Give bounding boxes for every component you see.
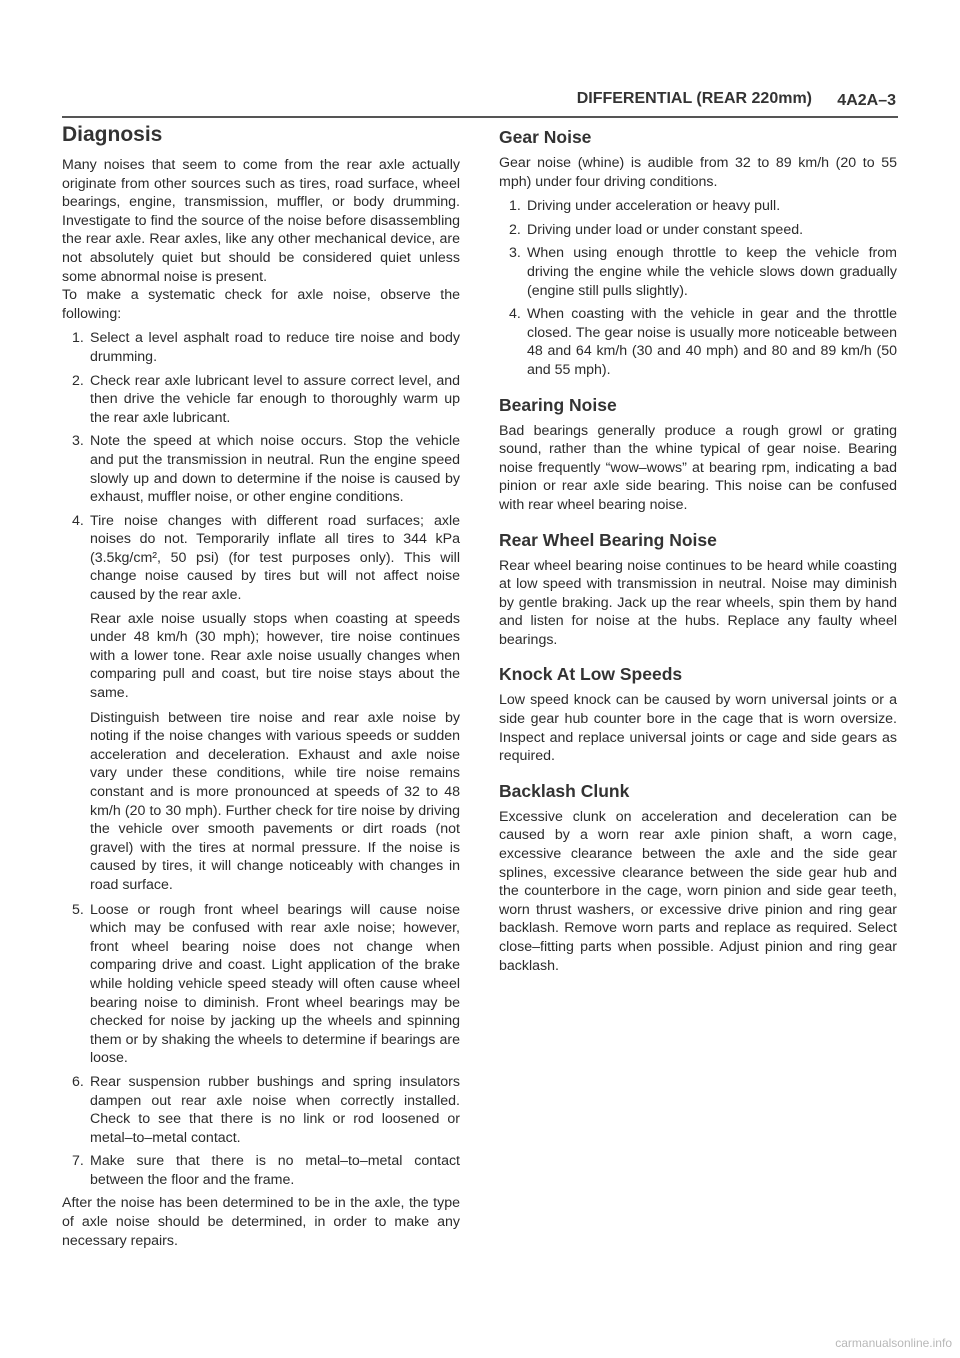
bearing-noise-heading: Bearing Noise <box>499 394 617 415</box>
diagnosis-intro: Many noises that seem to come from the rear axle actually originate from other sources such as tires, road surface, wheel bearings, engine, transmission, muffler, or body drumming. Investigate to find the source of the noise before disassembling the rear axle. Rear axles, like any other mechanical device, are not absolutely quiet but should be considered quiet unless some abnormal noise is present. <box>62 157 460 285</box>
step-4-continuation-1: Rear axle noise usually stops when coasting at speeds under 48 km/h (30 mph); however, tire noise continues with a lower tone. Rear axle noise usually changes when comparing pull and coast, but tire noise stays about the same. <box>90 610 460 702</box>
item-text: When coasting with the vehicle in gear and the throttle closed. The gear noise is usually more noticeable between 48 and 64 km/h (30 and 40 mph) and 80 and 89 km/h (50 and 55 mph). <box>527 306 897 378</box>
gear-noise-conditions <box>499 197 897 379</box>
backlash-text: Excessive clunk on acceleration and deceleration can be caused by a worn rear axle pinion shaft, a worn cage, excessive clearance between the axle and the side gear splines, excessive clearance between the side gear hub and the counterbore in the cage, worn pinion and side gear teeth, worn thrust washers, or excessive drive pinion and ring gear backlash. Remove worn parts and replace as required. Select close–fitting parts when possible. Adjust pinion and ring gear backlash. <box>499 808 897 974</box>
step-number: 3. <box>72 433 84 450</box>
step-text: Loose or rough front wheel bearings will cause noise which may be confused with rear axle noise; however, front wheel bearing noise does not change when comparing drive and coast. Light application of the brake while holding vehicle speed steady will often cause wheel bearing noise to diminish. Front wheel bearings may be checked for noise by jacking up the wheels and spinning them or by shaking the wheels to determine if bearings are loose. <box>90 901 460 1067</box>
diagnosis-steps <box>62 329 460 604</box>
step-text: Rear suspension rubber bushings and spring insulators dampen out rear axle noise when correctly installed. Check to see that there is no link or rod loosened or metal–to–metal contact. <box>90 1073 460 1146</box>
step-number: 4. <box>72 512 84 529</box>
step-text: Make sure that there is no metal–to–metal contact between the floor and the frame. <box>90 1153 460 1188</box>
item-number: 3. <box>509 245 521 262</box>
diagnosis-intro-2: To make a systematic check for axle noise, observe the following: <box>62 287 460 322</box>
page-number: 4A2A–3 <box>837 92 896 109</box>
header-divider <box>62 116 898 118</box>
item-number: 4. <box>509 306 521 323</box>
bearing-noise-text: Bad bearings generally produce a rough growl or grating sound, rather than the whine typical of gear noise. Bearing noise frequently “wow–wows” at bearing rpm, indicating a bad pinion or rear axle side bearing. This noise can be confused with rear wheel bearing noise. <box>499 422 897 513</box>
page-header <box>62 88 898 118</box>
list-item <box>62 372 460 428</box>
item-number: 2. <box>509 221 521 238</box>
list-item <box>499 305 897 379</box>
step-number: 2. <box>72 372 84 389</box>
step-number: 7. <box>72 1153 84 1170</box>
step-text: Select a level asphalt road to reduce tire noise and body drumming. <box>90 330 460 365</box>
rear-wheel-bearing-noise-text: Rear wheel bearing noise continues to be heard while coasting at low speed with transmission in neutral. Noise may diminish by gentle braking. Jack up the rear wheels, spin them by hand and listen for noise at the hubs. Replace any faulty wheel bearings. <box>499 557 897 648</box>
diagnosis-closing: After the noise has been determined to be in the axle, the type of axle noise should be determined, in order to make any necessary repairs. <box>62 1195 460 1249</box>
list-item <box>499 197 897 216</box>
list-item <box>62 329 460 366</box>
list-item <box>62 432 460 506</box>
item-text: When using enough throttle to keep the vehicle from driving the engine while the vehicle slows down gradually (engine still pulls slightly). <box>527 245 897 299</box>
step-text: Tire noise changes with different road surfaces; axle noises do not. Temporarily inflate all tires to 344 kPa (3.5kg/cm², 50 psi) (for test purposes only). This will change noise caused by tires but will not affect noise caused by the rear axle. <box>90 512 460 604</box>
item-number: 1. <box>509 198 521 215</box>
list-item <box>499 221 897 240</box>
step-number: 6. <box>72 1073 84 1090</box>
gear-noise-intro: Gear noise (whine) is audible from 32 to 89 km/h (20 to 55 mph) under four driving conditions. <box>499 155 897 190</box>
gear-noise-heading: Gear Noise <box>499 127 592 147</box>
diagnosis-steps-continued <box>62 901 460 1190</box>
step-number: 1. <box>72 330 84 347</box>
step-text: Check rear axle lubricant level to assure correct level, and then drive the vehicle far enough to thoroughly warm up the rear axle lubricant. <box>90 372 460 426</box>
item-text: Driving under load or under constant speed. <box>527 221 804 238</box>
list-item <box>62 1152 460 1189</box>
list-item <box>62 901 460 1068</box>
right-column <box>499 122 897 981</box>
backlash-heading: Backlash Clunk <box>499 780 630 801</box>
left-column <box>62 122 460 1256</box>
step-number: 5. <box>72 901 84 918</box>
rear-wheel-bearing-noise-heading: Rear Wheel Bearing Noise <box>499 529 717 550</box>
knock-text: Low speed knock can be caused by worn universal joints or a side gear hub counter bore in the cage that is worn oversize. Inspect and replace universal joints or cage and side gears as required. <box>499 692 897 765</box>
list-item <box>62 512 460 605</box>
list-item <box>62 1073 460 1147</box>
list-item <box>499 244 897 300</box>
knock-heading: Knock At Low Speeds <box>499 664 683 685</box>
step-4-continuation-2: Distinguish between tire noise and rear axle noise by noting if the noise changes with various speeds or sudden acceleration and deceleration. Exhaust and axle noise vary under these conditions, while tire noise remains constant and is more pronounced at speeds of 32 to 48 km/h (20 to 30 mph). Further check for tire noise by driving the vehicle over smooth pavements or dirt roads (not gravel) with the tires at normal pressure. If the noise is caused by tires, it will change noticeably with changes in road surface. <box>90 709 460 893</box>
watermark: carmanualsonline.info <box>835 1336 952 1350</box>
item-text: Driving under acceleration or heavy pull. <box>527 198 781 215</box>
step-text: Note the speed at which noise occurs. Stop the vehicle and put the transmission in neutral. Run the engine speed slowly up and down to determine if the noise is caused by exhaust, muffler noise, or other engine conditions. <box>90 433 460 506</box>
diagnosis-heading: Diagnosis <box>62 123 163 146</box>
section-title: DIFFERENTIAL (REAR 220mm) <box>576 90 812 107</box>
